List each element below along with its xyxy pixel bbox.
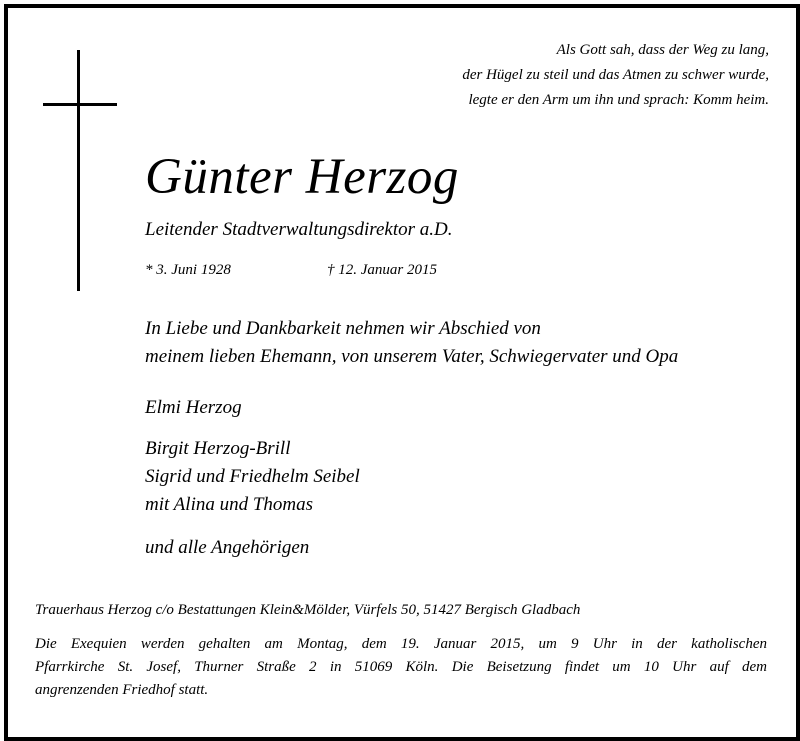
mourner-grandchildren: mit Alina und Thomas xyxy=(145,494,314,515)
mourner-relatives: und alle Angehörigen xyxy=(145,537,310,558)
service-line: Pfarrkirche St. Josef, Thurner Straße 2 in 51069 Köln. Die Beisetzung findet um 10 Uhr auf dem xyxy=(35,659,767,675)
motto-verse xyxy=(462,38,769,113)
motto-line: der Hügel zu steil und das Atmen zu schwer wurde, xyxy=(462,67,769,83)
cross-horizontal-bar xyxy=(43,103,117,106)
service-line: Die Exequien werden gehalten am Montag, dem 19. Januar 2015, um 9 Uhr in der katholischen xyxy=(35,636,767,652)
cross-vertical-bar xyxy=(77,50,80,291)
service-line: angrenzenden Friedhof statt. xyxy=(35,682,209,698)
mourning-house-address: Trauerhaus Herzog c/o Bestattungen Klein&Mölder, Vürfels 50, 51427 Bergisch Gladbach xyxy=(35,602,581,618)
mourner-child: Sigrid und Friedhelm Seibel xyxy=(145,466,360,487)
motto-line: legte er den Arm um ihn und sprach: Komm heim. xyxy=(468,92,769,108)
intro-line: In Liebe und Dankbarkeit nehmen wir Abschied von xyxy=(145,318,541,339)
deceased-name: Günter Herzog xyxy=(145,149,459,205)
mourner-spouse: Elmi Herzog xyxy=(145,397,242,418)
service-details xyxy=(35,633,767,702)
intro-line: meinem lieben Ehemann, von unserem Vater, Schwiegervater und Opa xyxy=(145,346,679,367)
motto-line: Als Gott sah, dass der Weg zu lang, xyxy=(556,42,769,58)
mourner-child: Birgit Herzog-Brill xyxy=(145,438,291,459)
deceased-title: Leitender Stadtverwaltungsdirektor a.D. xyxy=(145,219,453,240)
notice-border xyxy=(4,4,800,741)
farewell-intro xyxy=(145,315,678,371)
birth-date: * 3. Juni 1928 xyxy=(145,262,231,278)
death-date: † 12. Januar 2015 xyxy=(327,262,437,278)
